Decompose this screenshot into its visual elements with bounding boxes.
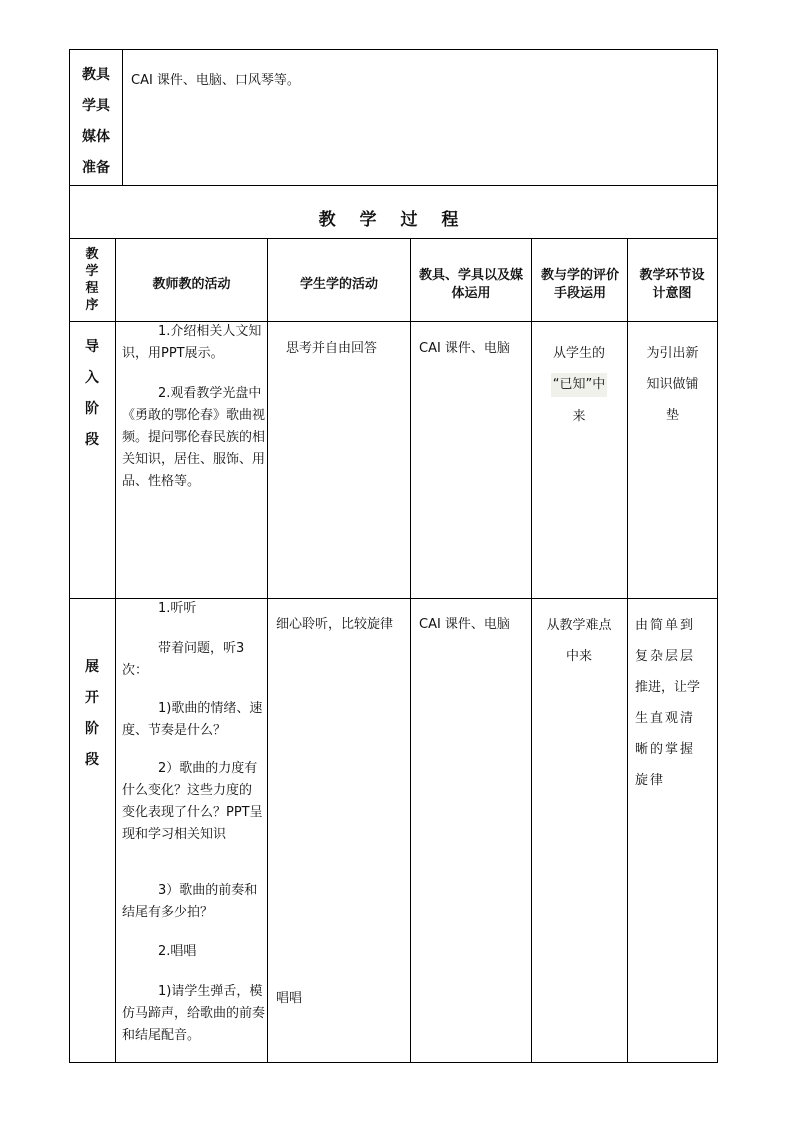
stage-2-name xyxy=(70,652,114,776)
materials-label-divider xyxy=(122,49,123,185)
stage-1-name-char: 阶 xyxy=(85,401,99,417)
stage-2-teacher-item: 3）歌曲的前奏和结尾有多少拍？ xyxy=(122,883,258,920)
stage-2-student: 细心聆听，比较旋律 xyxy=(276,617,394,632)
col-divider-2 xyxy=(267,238,268,1063)
stage-2-teacher-item: 2）歌曲的力度有什么变化？这些力度的变化表现了什么？PPT呈现和学习相关知识 xyxy=(122,761,263,842)
stage-2-intent-line: 晰的掌握 xyxy=(635,742,696,757)
stage-1-intent-line: 为引出新 xyxy=(646,346,699,361)
stage-1-teacher-item: 1.介绍相关人文知识，用PPT展示。 xyxy=(122,324,262,361)
stage-2-evaluation xyxy=(532,610,626,672)
header-intent: 教学环节设计意图 xyxy=(639,268,705,301)
stage-2-name-char: 展 xyxy=(85,659,99,675)
stage-1-name-char: 入 xyxy=(85,370,99,386)
stage-2-name-char: 阶 xyxy=(85,721,99,737)
header-procedure-char: 程 xyxy=(85,281,99,296)
stage-2-evaluation-line: 中来 xyxy=(565,649,592,664)
col-divider-1 xyxy=(115,238,116,1063)
materials-content: CAI 课件、电脑、口风琴等。 xyxy=(131,73,300,88)
stage-2-intent-line: 生直观清 xyxy=(635,711,696,726)
stage-2-teacher-item: 1.听听 xyxy=(158,601,197,616)
stage-2-intent-line: 由简单到 xyxy=(635,618,696,633)
table-border-right xyxy=(717,49,718,1063)
header-evaluation: 教与学的评价手段运用 xyxy=(540,268,619,301)
stage-2-intent xyxy=(635,610,711,796)
stage-1-name xyxy=(70,332,114,456)
table-border-top xyxy=(69,49,718,50)
stage-1-name-char: 段 xyxy=(85,432,99,448)
table-border-bottom xyxy=(69,1062,718,1063)
process-title: 教 学 过 程 xyxy=(318,210,468,230)
stage-2-evaluation-line: 从教学难点 xyxy=(546,618,612,633)
stage-1-teacher-item: 2.观看教学光盘中《勇敢的鄂伦春》歌曲视频。提问鄂伦春民族的相关知识，居住、服饰、用品、性格等。 xyxy=(122,386,266,489)
materials-label-line: 学具 xyxy=(82,98,110,114)
materials-label-line: 媒体 xyxy=(82,129,110,145)
stage-2-media: CAI 课件、电脑 xyxy=(419,617,510,632)
materials-row-bottom xyxy=(69,185,718,186)
stage-2-student: 唱唱 xyxy=(276,991,303,1006)
header-procedure-char: 学 xyxy=(85,264,99,279)
stage-2-teacher-item: 带着问题，听3次： xyxy=(122,641,245,678)
header-procedure-char: 教 xyxy=(85,247,99,262)
materials-label-line: 教具 xyxy=(82,67,110,83)
header-student: 学生学的活动 xyxy=(299,277,378,292)
stage-2-intent-line: 推进，让学 xyxy=(635,680,701,695)
table-border-left xyxy=(69,49,70,1063)
stage-2-name-char: 开 xyxy=(85,690,99,706)
header-procedure-char: 序 xyxy=(85,298,99,313)
title-row-bottom xyxy=(69,238,718,239)
stage-1-name-char: 导 xyxy=(85,339,99,355)
header-procedure xyxy=(70,246,114,314)
stage-2-intent-line: 旋律 xyxy=(635,773,666,788)
stage-2-teacher-item: 2.唱唱 xyxy=(158,944,197,959)
header-teacher: 教师教的活动 xyxy=(152,277,231,292)
header-media: 教具、学具以及媒体运用 xyxy=(418,268,523,301)
stage-1-media: CAI 课件、电脑 xyxy=(419,341,510,356)
stage-1-evaluation-line: 从学生的 xyxy=(552,346,605,361)
stage-2-name-char: 段 xyxy=(85,752,99,768)
col-divider-3 xyxy=(410,238,411,1063)
materials-label-line: 准备 xyxy=(82,160,110,176)
stage-1-intent-line: 垫 xyxy=(665,408,679,423)
stage-2-intent-line: 复杂层层 xyxy=(635,649,696,664)
materials-label xyxy=(72,60,120,184)
stage-1-evaluation-line: 来 xyxy=(572,409,586,424)
stage-2-teacher-item: 1)请学生弹舌，模仿马蹄声，给歌曲的前奏和结尾配音。 xyxy=(122,984,266,1043)
stage-2-teacher-item: 1)歌曲的情绪、速度、节奏是什么？ xyxy=(122,701,263,738)
stage-1-evaluation xyxy=(532,338,626,432)
stage-1-intent-line: 知识做铺 xyxy=(646,377,699,392)
stage-1-intent xyxy=(628,338,717,431)
stage-1-student: 思考并自由回答 xyxy=(286,341,378,356)
stage-1-evaluation-line: “已知”中 xyxy=(551,373,607,397)
